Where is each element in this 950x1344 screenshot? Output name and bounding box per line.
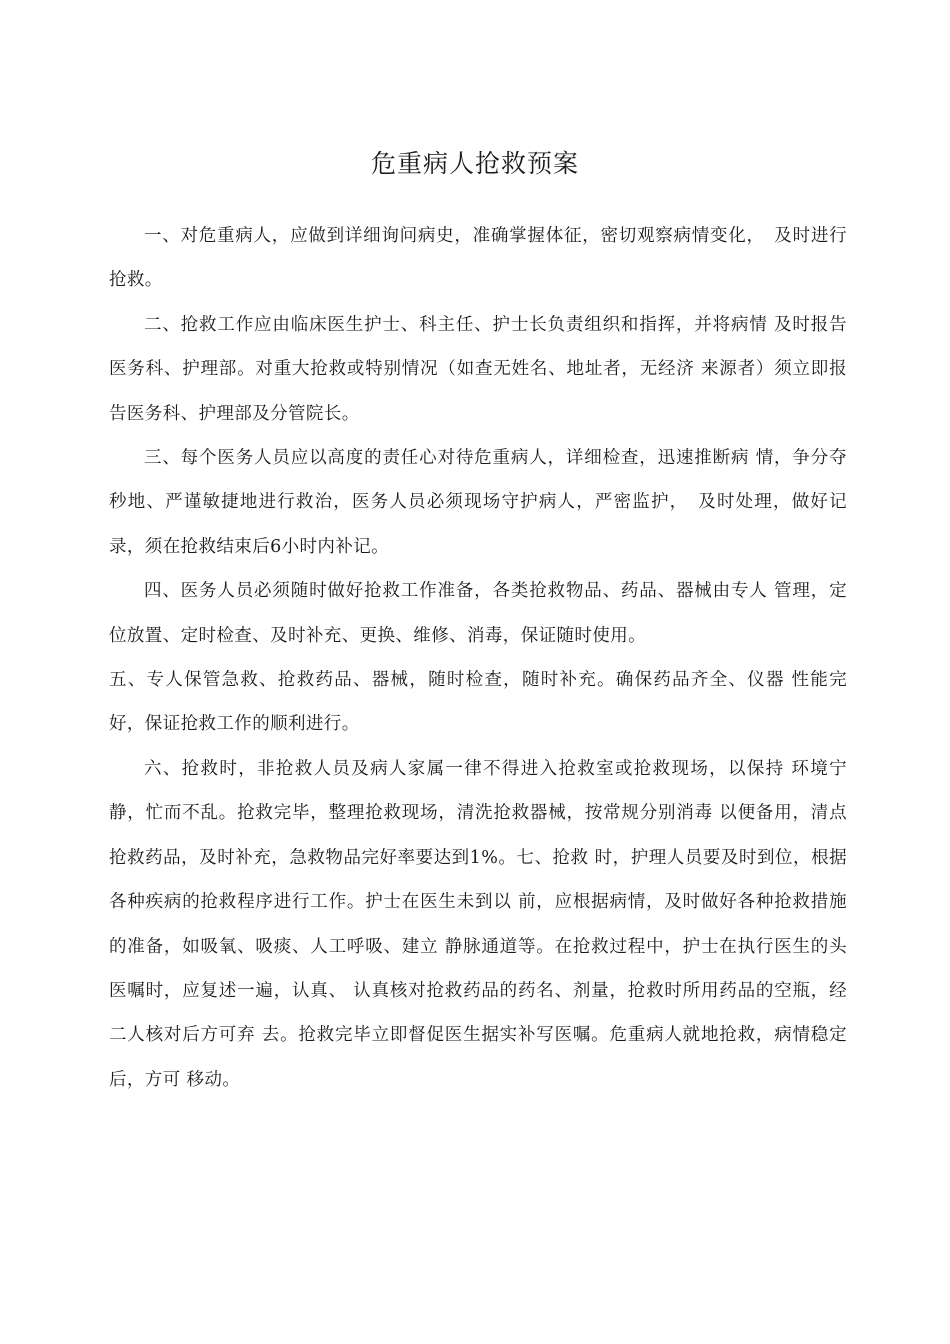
paragraph-6: 六、抢救时，非抢救人员及病人家属一律不得进入抢救室或抢救现场，以保持 环境宁静，忙而不乱。抢救完毕，整理抢救现场，清洗抢救器械，按常规分别消毒 以便备用，清点抢救药品，及时补充，急救物品完好率要达到1%。七、抢救 时，护理人员要及时到位，根据各种疾病的抢救程序进行工作。护士在医生未到以 前，应根据病情，及时做好各种抢救措施的准备，如吸氧、吸痰、人工呼吸、建立 静脉通道等。在抢救过程中，护士在执行医生的头医嘱时，应复述一遍，认真、 认真核对抢救药品的药名、剂量，抢救时所用药品的空瓶，经二人核对后方可弃 去。抢救完毕立即督促医生据实补写医嘱。危重病人就地抢救，病情稳定后，方可 移动。 [109, 758, 847, 1090]
paragraph-4: 四、医务人员必须随时做好抢救工作准备，各类抢救物品、药品、器械由专人 管理，定位放置、定时检查、及时补充、更换、维修、消毒，保证随时使用。 [109, 581, 847, 646]
paragraph-2: 二、抢救工作应由临床医生护士、科主任、护士长负责组织和指挥，并将病情 及时报告医务科、护理部。对重大抢救或特别情况（如查无姓名、地址者，无经济 来源者）须立即报告医务科、护理部及分管院长。 [109, 314, 847, 424]
paragraph-5: 五、专人保管急救、抢救药品、器械，随时检查，随时补充。确保药品齐全、仪器 性能完好，保证抢救工作的顺利进行。 [109, 670, 847, 735]
paragraph-3: 三、每个医务人员应以高度的责任心对待危重病人，详细检查，迅速推断病 情，争分夺秒地、严谨敏捷地进行救治，医务人员必须现场守护病人，严密监护， 及时处理，做好记录，须在抢救结束后6小时内补记。 [109, 448, 847, 557]
document-body [109, 214, 847, 1102]
paragraph-1: 一、对危重病人，应做到详细询问病史，准确掌握体征，密切观察病情变化， 及时进行抢救。 [109, 226, 847, 291]
document-title: 危重病人抢救预案 [370, 149, 579, 178]
